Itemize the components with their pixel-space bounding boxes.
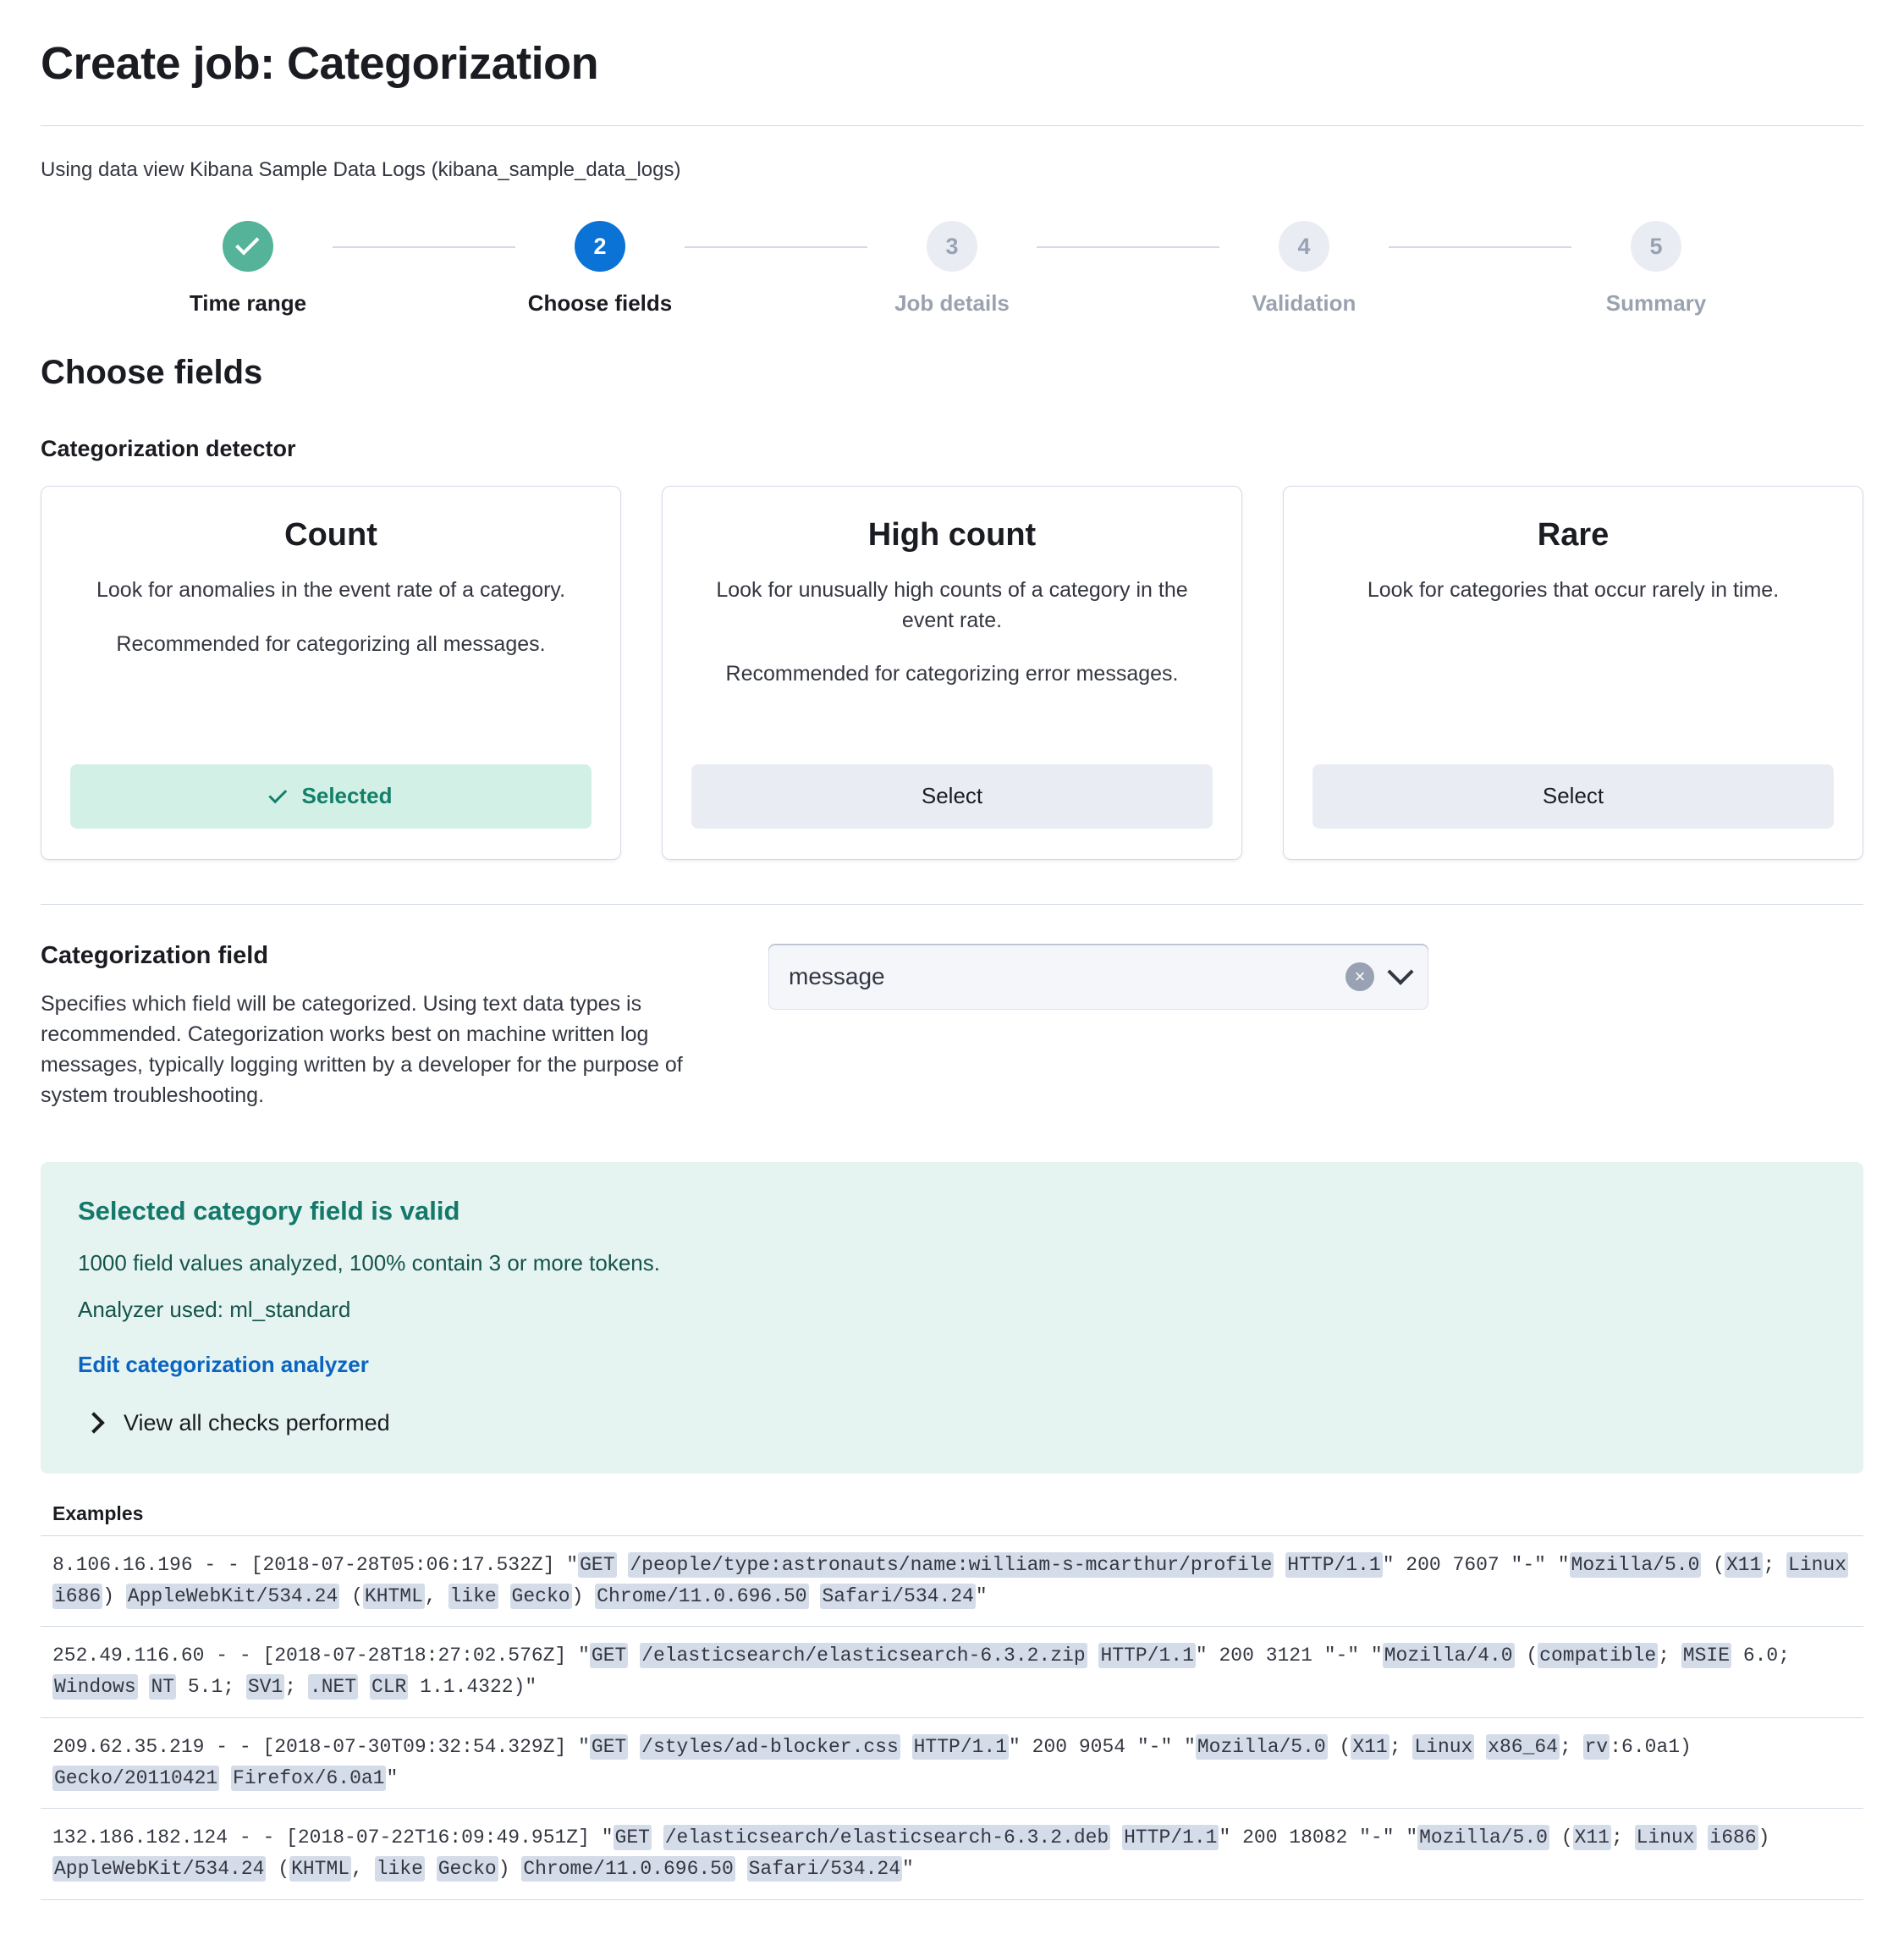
step-5-circle: 5: [1631, 221, 1681, 272]
check-icon: [235, 231, 259, 255]
categorization-detector-heading: Categorization detector: [41, 436, 296, 461]
step-choose-fields[interactable]: [515, 221, 685, 317]
list-item: [41, 1808, 1863, 1900]
categorization-field-heading: Categorization field: [41, 941, 269, 969]
view-all-checks-toggle[interactable]: [78, 1410, 1826, 1436]
detector-title: Count: [284, 517, 377, 553]
card-spacer: [691, 714, 1213, 737]
step-4-label: Validation: [1252, 290, 1356, 316]
step-summary[interactable]: [1571, 221, 1741, 317]
categorization-field-row: [41, 942, 1863, 1111]
step-2-label: Choose fields: [527, 290, 673, 316]
example-text: 209.62.35.219 - - [2018-07-30T09:32:54.329Z] "GET /styles/ad-blocker.css HTTP/1.1" 200 9054 "-" "Mozilla/5.0 (X11; Linux x86_64; rv:6.0a1) Gecko/20110421 Firefox/6.0a1": [52, 1735, 1692, 1789]
detector-description: Look for unusually high counts of a category in the event rate.: [716, 578, 1188, 632]
detector-button-label: Selected: [301, 783, 393, 808]
step-1-circle: [223, 221, 273, 272]
view-all-checks-label: View all checks performed: [124, 1409, 390, 1435]
callout-title: Selected category field is valid: [78, 1195, 460, 1226]
card-spacer: [70, 683, 592, 737]
callout-analysis-line: 1000 field values analyzed, 100% contain 3 or more tokens.: [78, 1249, 660, 1276]
detector-title: High count: [867, 517, 1037, 553]
title-divider: [41, 125, 1863, 126]
categorization-field-value: message: [789, 962, 885, 989]
step-validation[interactable]: [1219, 221, 1389, 317]
step-5-label: Summary: [1605, 290, 1707, 316]
step-3-circle: 3: [927, 221, 977, 272]
step-4-circle: 4: [1279, 221, 1329, 272]
step-connector-2: [685, 246, 867, 248]
detector-card-high-count: [662, 486, 1242, 860]
categorization-field-select[interactable]: [768, 944, 1428, 1010]
callout-analyzer-line: Analyzer used: ml_standard: [78, 1296, 351, 1322]
example-text: 132.186.182.124 - - [2018-07-22T16:09:49.951Z] "GET /elasticsearch/elasticsearch-6.3.2.deb HTTP/1.1" 200 18082 "-" "Mozilla/5.0 (X11; Linux i686) AppleWebKit/534.24 (KHTML, like Gecko) Chrome/11.0.696.50 Safari/534.24": [52, 1827, 1770, 1881]
wizard-steps: [41, 221, 1863, 317]
data-view-description: Using data view Kibana Sample Data Logs (kibana_sample_data_logs): [41, 158, 681, 181]
detector-divider: [41, 904, 1863, 905]
card-spacer: [1312, 630, 1834, 737]
detector-button-label: Select: [1542, 783, 1604, 808]
detector-card-list: [41, 486, 1863, 860]
step-1-label: Time range: [189, 290, 307, 316]
list-item: [41, 1717, 1863, 1809]
detector-select-button-count[interactable]: [70, 764, 592, 829]
examples-label: Examples: [52, 1501, 144, 1524]
step-2-circle: 2: [575, 221, 625, 272]
detector-select-button-rare[interactable]: [1312, 764, 1834, 829]
step-connector-1: [333, 246, 515, 248]
list-item: [41, 1535, 1863, 1627]
step-3-label: Job details: [894, 290, 1010, 316]
example-text: 8.106.16.196 - - [2018-07-28T05:06:17.532Z] "GET /people/type:astronauts/name:william-s-mcarthur/profile HTTP/1.1" 200 7607 "-" "Mozilla/5.0 (X11; Linux i686) AppleWebKit/534.24 (KHTML, like Gecko) Chrome/11.0.696.50 Safari/534.24": [52, 1553, 1847, 1607]
chevron-right-icon: [83, 1412, 104, 1433]
step-job-details[interactable]: [867, 221, 1037, 317]
detector-card-count: [41, 486, 621, 860]
step-connector-4: [1389, 246, 1571, 248]
list-item: [41, 1626, 1863, 1717]
check-icon: [268, 785, 287, 803]
examples-list: [41, 1535, 1863, 1900]
clear-icon[interactable]: ×: [1345, 962, 1374, 991]
categorization-field-info: [41, 942, 718, 1111]
chevron-down-icon[interactable]: [1387, 958, 1413, 984]
edit-categorization-analyzer-link[interactable]: Edit categorization analyzer: [78, 1351, 369, 1377]
detector-description: Look for anomalies in the event rate of a category.: [96, 578, 566, 602]
validation-callout: [41, 1162, 1863, 1474]
detector-recommendation: Recommended for categorizing all messages.: [116, 631, 546, 656]
example-text: 252.49.116.60 - - [2018-07-28T18:27:02.576Z] "GET /elasticsearch/elasticsearch-6.3.2.zip HTTP/1.1" 200 3121 "-" "Mozilla/4.0 (compatible; MSIE 6.0; Windows NT 5.1; SV1; .NET CLR 1.1.4322)": [52, 1645, 1791, 1699]
step-connector-3: [1037, 246, 1219, 248]
detector-title: Rare: [1537, 517, 1610, 553]
detector-button-label: Select: [921, 783, 983, 808]
detector-card-rare: [1283, 486, 1863, 860]
detector-select-button-high-count[interactable]: [691, 764, 1213, 829]
detector-recommendation: Recommended for categorizing error messages.: [725, 662, 1179, 686]
categorization-field-help: Specifies which field will be categorized. Using text data types is recommended. Categorization works best on machine written log messages, typically logging written by a developer for the purpose of system troubleshooting.: [41, 991, 683, 1108]
section-title: Choose fields: [41, 354, 263, 391]
step-time-range[interactable]: [163, 221, 333, 317]
page-title: Create job: Categorization: [41, 38, 599, 89]
detector-description: Look for categories that occur rarely in time.: [1367, 578, 1780, 602]
